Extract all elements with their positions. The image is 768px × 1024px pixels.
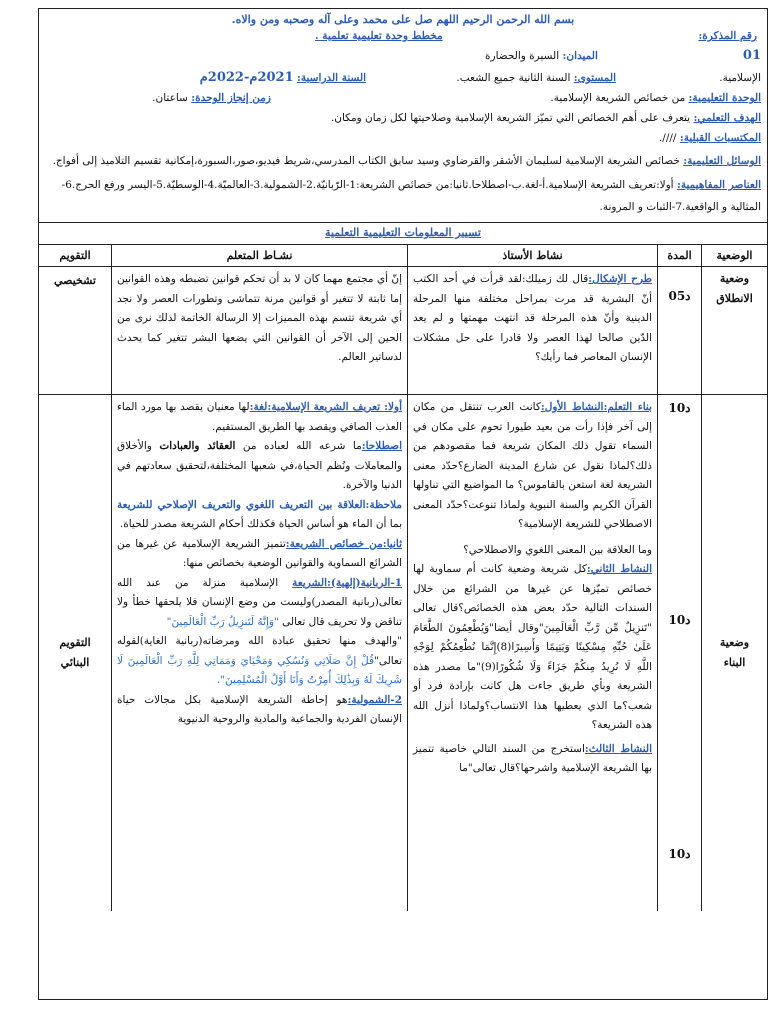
characteristics-text: تتميز الشريعة الإسلامية عن غيرها من الشرائع السماوية والقوانين الوضعية بخصائص منها: [117,537,402,569]
activity-3-text: استخرج من السند التالي خاصية تتميز بها الشريعة الإسلامية واشرحها؟قال تعالى"ما [413,742,652,774]
domain-label: الميدان: [562,50,598,62]
header-learner: نشـاط المتعلم [111,245,407,266]
teacher-cell [407,395,657,911]
evaluation-formative: التقويم البنائي [59,636,91,669]
comprehensive-characteristic [117,691,402,730]
level-value: السنة الثانية جميع الشعب. [456,72,571,84]
time-label: زمن إنجاز الوحدة: [191,92,271,104]
definition-lang-text: لها معنيان يقصد بها مورد الماء العذب الصافي ويقصد بها الطريق المستقيم. [117,401,402,433]
means-label: الوسائل التعليمية: [683,155,761,167]
divine-text: الإسلامية منزلة من عند الله تعالى(ربانية المصدر)وليست من وضع الإنسان فلا يلحقها خطأ ولا تناقض ولا تحريف قال تعالى [117,576,402,628]
stage-building: وضعية البناء [719,636,750,669]
domain-value: السيرة والحضارة [485,50,560,62]
learner-answer: إنّ أي مجتمع مهما كان لا بد أن تحكم قوانين تضبطه وهذه القوانين إما ثابتة لا تتغير أو قوانين مرنة تتماشى وتطورات العصر ولا نجد أي شريعة تتسم بهذه المميزات إلا الرسالة الخاتمة لذلك نرى من الحين إلى الآخر أن القوانين التي يضعها البشر تتغير كما يحدث لدساتير العالم. [117,273,402,363]
header-duration: المدة [657,245,701,266]
activity-1-label: بناء التعلم:النشاط الأول: [540,401,652,413]
activity-3 [413,740,652,779]
stage-launch: وضعية الانطلاق [716,272,753,305]
evaluation-cell [39,395,111,911]
activity-2 [413,560,652,736]
prior-value: ////. [658,132,677,144]
characteristics-intro [117,535,402,574]
evaluation-cell [39,267,111,394]
divine-goal-text: "والهدف منها تحقيق عبادة الله ومرضاته(ربانية الغاية)لقوله تعالى" [117,635,402,667]
comprehensive-text: هو إحاطة الشريعة الإسلامية بكل مجالات حياة الإنسان الفردية والجماعية والمادية والروحية الدنيوية [117,693,402,725]
goal-label: الهدف التعلمي: [693,112,761,124]
duration-activity-2: 10د [668,613,691,627]
header-teacher: نشاط الأستاذ [407,245,657,266]
prior-field [45,130,761,147]
time-field [152,90,271,107]
header-stage: الوضعية [701,245,767,266]
divine-characteristic [117,574,402,633]
year-label: السنة الدراسية: [296,72,366,84]
relation-note [117,496,402,535]
stage-cell [701,267,767,394]
divine-verse: "وَإِنَّهُ لَتَنزِيلُ رَبِّ الْعَالَمِينَ" [166,615,279,628]
prior-label: المكتسبات القبلية: [679,132,761,144]
header-block [39,9,767,223]
teacher-cell [407,267,657,394]
definition-term-rest: والأخلاق والمعاملات ونُظم الحياة،في شعبها المختلفة،لتحقيق سعادتهم في الدنيا والآخرة. [117,440,402,491]
subject: الإسلامية. [719,72,761,84]
activity-1-text: كانت العرب تنتقل من مكان إلى آخر فإذا رأت من بعيد طيورا تحوم على مكان في السماء تقول ذلك المكان شريعة فما مقصودهم من ذلك؟لماذا نقول عن شارع المدينة الضارع؟حدّد معنى الشريعة لغة استعن بالقاموس؟ ما المواضيع التي تناولها القرآن الكريم والسنة النبوية ولماذا تنوعت؟حدّد المعنى الاصطلاحي للشريعة الإسلامية؟ [413,401,652,530]
duration-activity-1: 10د [668,401,691,415]
duration-launch: 05د [668,289,691,303]
learner-cell [111,395,407,911]
goal-field [45,110,761,127]
means-field [45,150,761,172]
concepts-field [45,174,761,218]
definition-lang-label: أولا: تعريف الشريعة الإسلامية:لغة: [249,401,402,413]
relation-note-label: ملاحظة:العلاقة بين التعريف اللغوي والتعريف الإصلاحي للشريعة [117,498,402,511]
definition-term [117,437,402,496]
activity-1-question: وما العلاقة بين المعنى اللغوي والاصطلاحي؟ [463,543,652,556]
unit-label: الوحدة التعليمية: [688,92,761,104]
table-row-launch [39,267,767,395]
definition-term-text: ما شرعه الله لعباده من [242,440,362,452]
goal-value: يتعرف على أهم الخصائص التي تميّز الشريعة الإسلامية وصلاحيتها لكل زمان ومكان. [330,112,691,124]
table-header-row [39,245,767,267]
year-value: 2021م-2022م [199,70,294,85]
relation-note-text: بما أن الماء هو أساس الحياة فكذلك أحكام الشريعة مصدر للحياة. [119,518,402,530]
unit-value: من خصائص الشريعة الإسلامية. [550,92,686,104]
learner-cell [111,267,407,394]
domain-field [485,48,598,65]
characteristics-label: ثانيا:من خصائص الشريعة: [285,537,402,550]
concepts-label: العناصر المفاهيمية: [676,179,761,191]
plan-title: مخطط وحدة تعليمية تعلمية . [315,30,443,42]
level-label: المستوى: [573,72,616,84]
activity-2-label: النشاط الثاني: [586,563,652,575]
duration-cell [657,395,701,911]
divine-goal [117,632,402,691]
concepts-value: أولا:تعريف الشريعة الإسلامية.أ-لغة.ب-اصطلاحا.ثانيا:من خصائص الشريعة:1-الرّبانيّة.2-الشمولية.3-العالميّة.4-الوسطيّة.5-اليسر ورفع الحرج.6-المثالية و الواقعية.7-الثبات و المرونة. [61,179,761,213]
duration-activity-3: 10د [668,847,691,861]
header-evaluation: التقويم [59,249,91,262]
means-value: خصائص الشريعة الإسلامية لسليمان الأشقر والقرضاوي وسيد سابق الكتاب المدرسي،شريط فيديو،صور،السبورة،إمكانية تقسيم التلاميذ إلى أفواج. [52,155,680,167]
divine-label: 1-الربانية(إلهية):الشريعة [292,576,402,589]
level-field [366,70,616,87]
activity-3-label: النشاط الثالث: [584,742,652,755]
comprehensive-label: 2-الشمولية: [347,693,402,706]
memo-number-label: رقم المذكرة: [698,30,757,42]
definition-term-label: اصطلاحا: [361,440,403,452]
plan-number: 01 [742,48,761,63]
divine-goal-verse: قُلْ إِنَّ صَلَاتِي وَنُسُكِي وَمَحْيَايَ وَمَمَاتِي لِلَّهِ رَبِّ الْعَالَمِينَ لَا شَرِيكَ لَهُ وَبِذَٰلِكَ أُمِرْتُ وَأَنَا أَوَّلُ الْمُسْلِمِينَ". [117,654,402,686]
definition-lang [117,398,402,437]
problem-label: طرح الإشكال: [588,273,652,285]
activity-1 [413,398,652,535]
activity-2-text: كل شريعة وضعية كانت أم سماوية لها خصائص تميّزها عن غيرها من الشرائع من خلال السندات التالية حدّد بعض هذه الخصائص؟قال تعالى "تَنزِيلٌ مِّن رَّبِّ الْعَالَمِينَ"وقال أيضا"وَيُطْعِمُونَ الطَّعَامَ عَلَىٰ حُبِّهِ مِسْكِينًا وَيَتِيمًا وَأَسِيرًا(8)إِنَّمَا نُطْعِمُكُمْ لِوَجْهِ اللَّهِ لَا نُرِيدُ مِنكُمْ جَزَاءً وَلَا شُكُورًا(9)"ما مصدر هذه الشريعة وبأي طريق جاءت هل كانت بإرادة فرد أو شعب؟ما الذي يعطيها هذا الانتساب؟ولماذا أنزل الله هذه الشريعة؟ [413,563,652,731]
lesson-plan-page [38,8,768,1000]
table-row-building [39,395,767,911]
time-value: ساعتان. [152,92,188,104]
definition-term-bold: العقائد والعبادات [159,440,236,452]
unit-field [271,90,761,107]
evaluation-diagnostic: تشخيصي [53,274,96,287]
problem-text: قال لك زميلك:لقد قرأت في أحد الكتب أنّ البشرية قد مرت بمراحل مختلفة منها المرحلة الدينية وأنّ هذه المرحلة قد انتهت مهمتها و لم يعد الدّين صالحا لهذا العصر ولا قادرا على حل مشكلات الإنسان المعاصر فما رأيك؟ [413,273,652,363]
duration-cell [657,267,701,394]
year-field [200,69,366,87]
stage-cell [701,395,767,911]
section-title: تسيير المعلومات التعليمية التعلمية [39,223,767,245]
basmala: بسم الله الرحمن الرحيم اللهم صل على محمد وعلى آله وصحبه ومن والاه. [231,13,575,26]
